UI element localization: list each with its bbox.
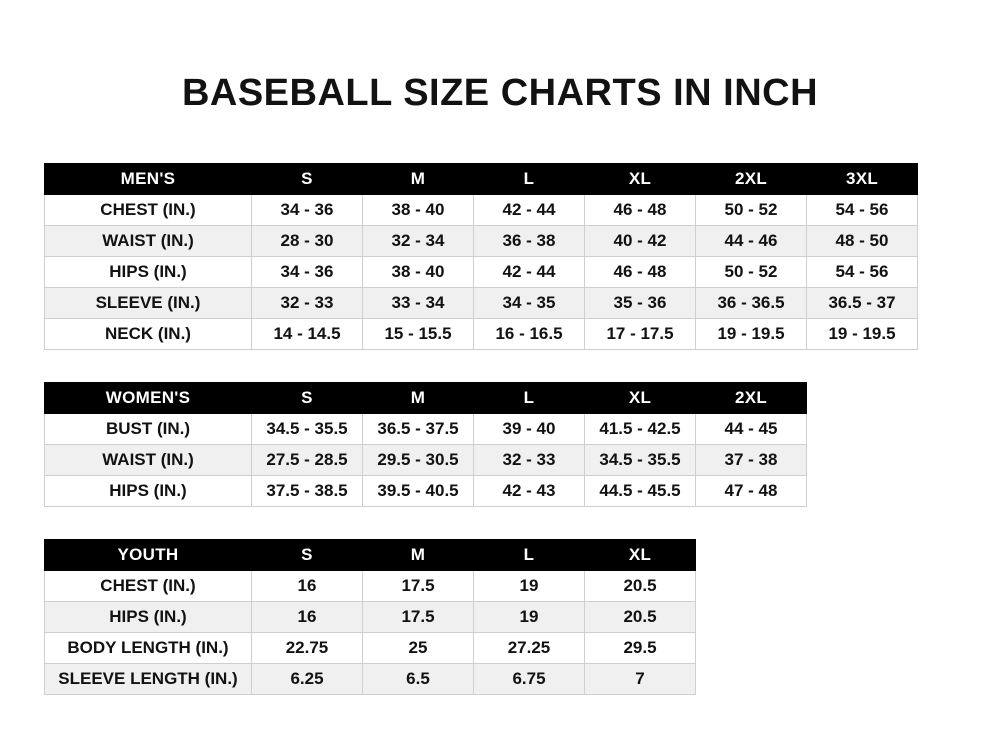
table-cell: 15 - 15.5: [363, 319, 474, 350]
table-row: [45, 414, 807, 445]
table-row: [45, 633, 696, 664]
table-row: [45, 319, 918, 350]
table-cell: 38 - 40: [363, 257, 474, 288]
column-header: XL: [585, 540, 696, 571]
table-cell: 6.75: [474, 664, 585, 695]
size-tables-container: [0, 163, 1000, 695]
row-label: BODY LENGTH (IN.): [45, 633, 252, 664]
row-label: HIPS (IN.): [45, 476, 252, 507]
table-cell: 6.25: [252, 664, 363, 695]
row-label: HIPS (IN.): [45, 602, 252, 633]
table-cell: 36.5 - 37: [807, 288, 918, 319]
table-cell: 22.75: [252, 633, 363, 664]
column-header: MEN'S: [45, 164, 252, 195]
column-header: M: [363, 164, 474, 195]
table-cell: 14 - 14.5: [252, 319, 363, 350]
table-cell: 27.5 - 28.5: [252, 445, 363, 476]
row-label: CHEST (IN.): [45, 571, 252, 602]
table-cell: 17.5: [363, 571, 474, 602]
table-cell: 44.5 - 45.5: [585, 476, 696, 507]
table-row: [45, 602, 696, 633]
table-cell: 32 - 34: [363, 226, 474, 257]
table-cell: 29.5: [585, 633, 696, 664]
table-cell: 39.5 - 40.5: [363, 476, 474, 507]
table-row: [45, 195, 918, 226]
table-cell: 29.5 - 30.5: [363, 445, 474, 476]
table-cell: 36 - 36.5: [696, 288, 807, 319]
table-header-row: [45, 383, 807, 414]
table-cell: 50 - 52: [696, 195, 807, 226]
table-row: [45, 288, 918, 319]
table-cell: 19: [474, 602, 585, 633]
table-cell: 34 - 36: [252, 257, 363, 288]
column-header: S: [252, 164, 363, 195]
table-cell: 19: [474, 571, 585, 602]
table-cell: 34 - 35: [474, 288, 585, 319]
table-cell: 32 - 33: [252, 288, 363, 319]
table-cell: 34.5 - 35.5: [585, 445, 696, 476]
table-row: [45, 445, 807, 476]
table-cell: 27.25: [474, 633, 585, 664]
row-label: CHEST (IN.): [45, 195, 252, 226]
column-header: 2XL: [696, 164, 807, 195]
table-cell: 37 - 38: [696, 445, 807, 476]
table-header-row: [45, 164, 918, 195]
table-row: [45, 476, 807, 507]
page-title: BASEBALL SIZE CHARTS IN INCH: [181, 72, 819, 114]
table-cell: 46 - 48: [585, 257, 696, 288]
table-cell: 39 - 40: [474, 414, 585, 445]
table-cell: 42 - 44: [474, 195, 585, 226]
row-label: SLEEVE LENGTH (IN.): [45, 664, 252, 695]
table-cell: 34.5 - 35.5: [252, 414, 363, 445]
table-cell: 42 - 43: [474, 476, 585, 507]
table-cell: 54 - 56: [807, 195, 918, 226]
table-cell: 38 - 40: [363, 195, 474, 226]
table-cell: 17.5: [363, 602, 474, 633]
table-header-row: [45, 540, 696, 571]
column-header: L: [474, 383, 585, 414]
table-cell: 42 - 44: [474, 257, 585, 288]
table-row: [45, 664, 696, 695]
table-cell: 44 - 45: [696, 414, 807, 445]
table-cell: 7: [585, 664, 696, 695]
column-header: L: [474, 164, 585, 195]
table-cell: 34 - 36: [252, 195, 363, 226]
mens-size-table: [44, 163, 918, 350]
table-cell: 16 - 16.5: [474, 319, 585, 350]
table-cell: 6.5: [363, 664, 474, 695]
table-cell: 44 - 46: [696, 226, 807, 257]
table-cell: 54 - 56: [807, 257, 918, 288]
column-header: 3XL: [807, 164, 918, 195]
table-cell: 19 - 19.5: [696, 319, 807, 350]
table-cell: 19 - 19.5: [807, 319, 918, 350]
womens-size-table: [44, 382, 807, 507]
table-row: [45, 257, 918, 288]
column-header: L: [474, 540, 585, 571]
table-cell: 20.5: [585, 571, 696, 602]
column-header: WOMEN'S: [45, 383, 252, 414]
table-cell: 41.5 - 42.5: [585, 414, 696, 445]
table-cell: 17 - 17.5: [585, 319, 696, 350]
column-header: M: [363, 540, 474, 571]
column-header: 2XL: [696, 383, 807, 414]
table-row: [45, 226, 918, 257]
table-cell: 47 - 48: [696, 476, 807, 507]
table-cell: 32 - 33: [474, 445, 585, 476]
table-cell: 46 - 48: [585, 195, 696, 226]
table-cell: 16: [252, 571, 363, 602]
table-cell: 40 - 42: [585, 226, 696, 257]
column-header: XL: [585, 383, 696, 414]
table-cell: 20.5: [585, 602, 696, 633]
column-header: XL: [585, 164, 696, 195]
column-header: S: [252, 383, 363, 414]
column-header: YOUTH: [45, 540, 252, 571]
table-cell: 33 - 34: [363, 288, 474, 319]
table-cell: 36.5 - 37.5: [363, 414, 474, 445]
table-cell: 37.5 - 38.5: [252, 476, 363, 507]
table-cell: 28 - 30: [252, 226, 363, 257]
table-cell: 50 - 52: [696, 257, 807, 288]
row-label: BUST (IN.): [45, 414, 252, 445]
row-label: HIPS (IN.): [45, 257, 252, 288]
row-label: NECK (IN.): [45, 319, 252, 350]
table-cell: 48 - 50: [807, 226, 918, 257]
column-header: M: [363, 383, 474, 414]
youth-size-table: [44, 539, 696, 695]
table-cell: 16: [252, 602, 363, 633]
row-label: WAIST (IN.): [45, 226, 252, 257]
row-label: SLEEVE (IN.): [45, 288, 252, 319]
table-cell: 36 - 38: [474, 226, 585, 257]
table-cell: 35 - 36: [585, 288, 696, 319]
table-cell: 25: [363, 633, 474, 664]
table-row: [45, 571, 696, 602]
row-label: WAIST (IN.): [45, 445, 252, 476]
column-header: S: [252, 540, 363, 571]
